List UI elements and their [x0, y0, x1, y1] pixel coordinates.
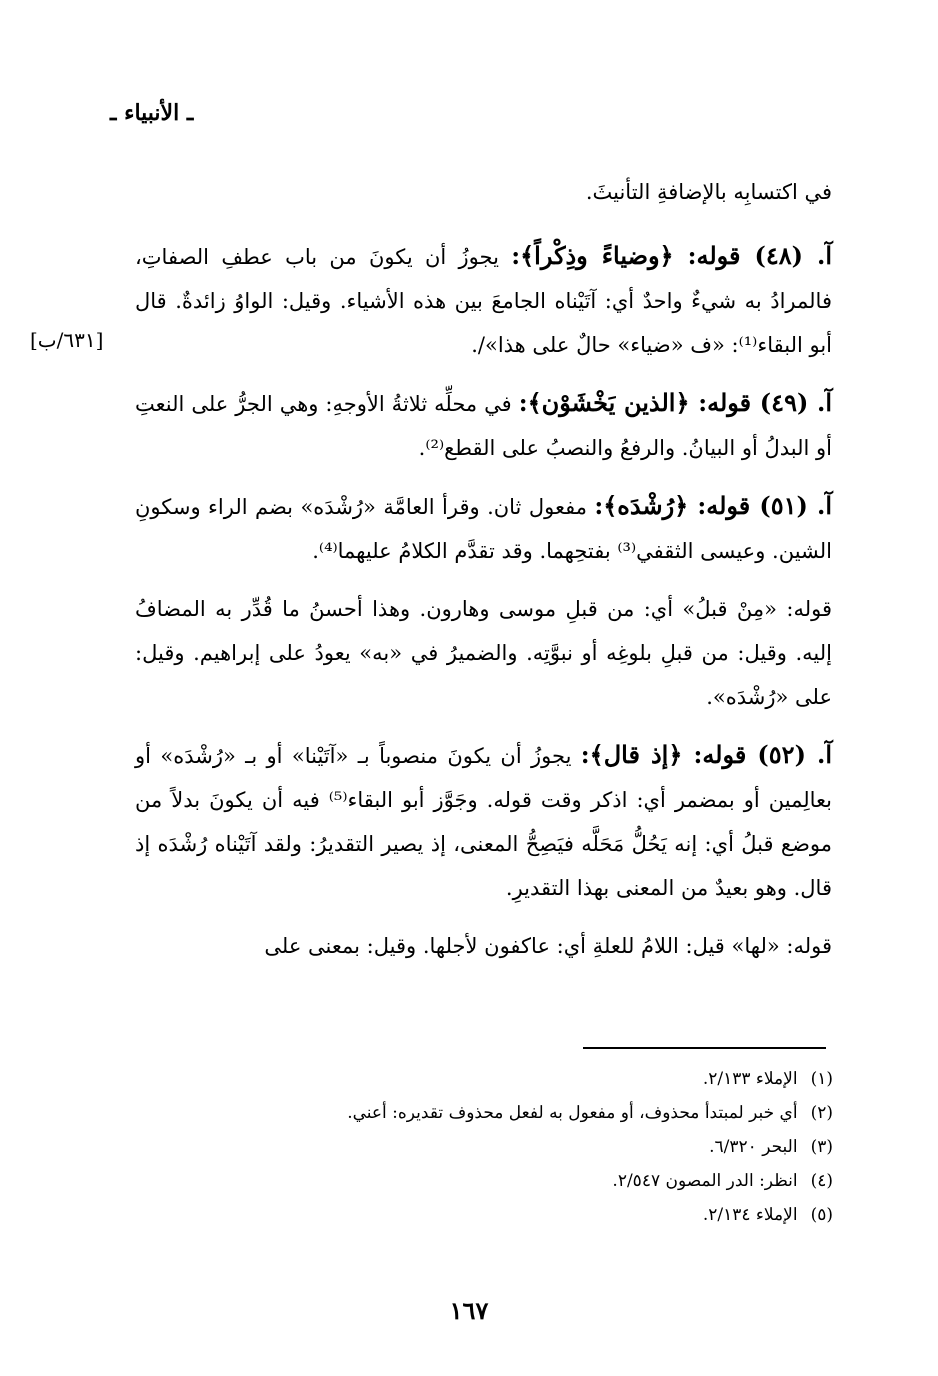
paragraph: [135, 234, 832, 367]
footnote: [200, 1164, 833, 1198]
footnote-text: الإملاء ٢/١٣٣.: [702, 1069, 798, 1089]
manuscript-folio-note: [٦٣١/ب]: [30, 328, 104, 352]
verse-heading: آ. (٤٨) قوله: ﴿وضياءً وذِكْراً﴾:: [511, 241, 833, 270]
footnote-divider: [583, 1047, 826, 1049]
footnote-text: انظر: الدر المصون ٢/٥٤٧.: [612, 1171, 798, 1191]
paragraph: [135, 484, 832, 573]
footnote: [200, 1096, 833, 1130]
main-text: [135, 170, 832, 982]
verse-heading: آ. (٤٩) قوله: ﴿الذين يَخْشَوْن﴾:: [518, 388, 833, 417]
footnotes: [200, 1062, 833, 1232]
paragraph: [135, 170, 832, 214]
footnote-text: الإملاء ٢/١٣٤.: [702, 1205, 798, 1225]
footnote-number: (٣): [810, 1137, 833, 1157]
footnote-number: (١): [810, 1069, 833, 1089]
footnote-number: (٢): [810, 1103, 833, 1123]
verse-heading: آ. (٥١) قوله: ﴿رُشْدَه﴾:: [594, 491, 832, 520]
paragraph-text: قوله: «لها» قيل: اللامُ للعلةِ أي: عاكفون لأجلها. وقيل: بمعنى على: [264, 934, 832, 958]
paragraph-text: مفعول ثان. وقرأ العامَّة «رُشْدَه» بضم الراء وسكونِ الشين. وعيسى الثقفي⁽³⁾ بفتحِهما. وقد تقدَّم الكلامُ عليهما⁽⁴⁾.: [135, 495, 832, 563]
paragraph-text: يجوزُ أن يكونَ من باب عطفِ الصفاتِ، فالمرادُ به شيءٌ واحدٌ أي: آتَيْناه الجامعَ بين هذه الأشياء. وقيل: الواوُ زائدةٌ. قال أبو البقاء⁽¹⁾: «ف «ضياء» حالٌ على هذا»/.: [135, 245, 832, 357]
footnote-text: البحر ٦/٣٢٠.: [709, 1137, 798, 1157]
paragraph: [135, 924, 832, 968]
verse-heading: آ. (٥٢) قوله: ﴿إذ قال﴾:: [580, 740, 832, 769]
paragraph-text: في اكتسابِه بالإضافةِ التأنيثَ.: [585, 180, 832, 204]
paragraph-text: قوله: «مِنْ قبلُ» أي: من قبلِ موسى وهارون. وهذا أحسنُ ما قُدِّر به المضافُ إليه. وقيل: من قبلِ بلوغِه أو نبوَّتِه. والضميرُ في «به» يعودُ على إبراهيم. وقيل: على «رُشْدَه».: [135, 597, 832, 709]
paragraph: [135, 381, 832, 470]
paragraph-text: في محلِّه ثلاثةُ الأوجهِ: وهي الجرُّ على النعتِ أو البدلُ أو البيانُ. والرفعُ والنصبُ على القطع⁽²⁾.: [135, 392, 832, 460]
footnote: [200, 1130, 833, 1164]
paragraph: [135, 587, 832, 719]
footnote-number: (٤): [810, 1171, 833, 1191]
running-header: ـ الأنبياء ـ: [110, 100, 194, 126]
footnote-text: أي خبر لمبتدأ محذوف، أو مفعول به لفعل محذوف تقديره: أعني.: [347, 1103, 798, 1123]
footnote-number: (٥): [810, 1205, 833, 1225]
footnote: [200, 1062, 833, 1096]
paragraph: [135, 733, 832, 910]
page-number: ١٦٧: [449, 1296, 489, 1325]
footnote: [200, 1198, 833, 1232]
paragraph-text: يجوزُ أن يكونَ منصوباً بـ «آتَيْنا» أو بـ «رُشْدَه» أو بعالِمين أو بمضمر أي: اذكر وقت قوله. وجَوَّز أبو البقاء⁽⁵⁾ فيه أن يكونَ بدلاً من موضع قبلُ أي: إنه يَحُلُّ مَحَلَّه فيَصِحُّ المعنى، إذ يصير التقديرُ: ولقد آتَيْناه رُشْدَه إذ قال. وهو بعيدٌ من المعنى بهذا التقديرِ.: [135, 744, 833, 900]
